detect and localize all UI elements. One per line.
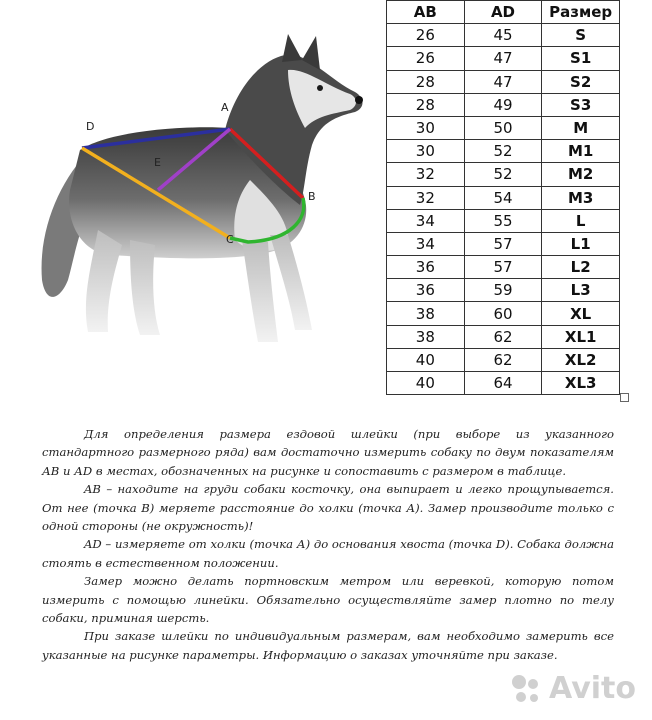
cell-ad: 45 (464, 24, 542, 47)
table-row (387, 302, 620, 325)
cell-ab: 28 (387, 93, 465, 116)
table-row (387, 70, 620, 93)
table-row (387, 163, 620, 186)
cell-ad: 57 (464, 232, 542, 255)
cell-ab: 40 (387, 372, 465, 395)
avito-watermark (509, 671, 636, 706)
point-label-b: B (308, 190, 316, 203)
cell-size: M3 (542, 186, 620, 209)
point-label-c: C (226, 233, 234, 246)
cell-size: M (542, 116, 620, 139)
instructions-paragraph: AD – измеряете от холки (точка А) до основания хвоста (точка D). Собака должна стоять в естественном положении. (42, 537, 614, 570)
cell-ad: 62 (464, 348, 542, 371)
cell-ad: 62 (464, 325, 542, 348)
cell-size: XL2 (542, 348, 620, 371)
cell-ab: 32 (387, 163, 465, 186)
cell-ab: 32 (387, 186, 465, 209)
dog-measurement-diagram (20, 30, 380, 360)
cell-ab: 30 (387, 140, 465, 163)
cell-ad: 59 (464, 279, 542, 302)
table-row (387, 47, 620, 70)
header-size: Размер (542, 1, 620, 24)
cell-size: XL1 (542, 325, 620, 348)
instructions-paragraph: При заказе шлейки по индивидуальным размерам, вам необходимо замерить все указанные на рисунке параметры. Информацию о заказах уточняйте при заказе. (42, 629, 614, 662)
cell-ab: 40 (387, 348, 465, 371)
cell-size: L (542, 209, 620, 232)
table-row (387, 209, 620, 232)
cell-ad: 49 (464, 93, 542, 116)
table-row (387, 325, 620, 348)
cell-ab: 36 (387, 256, 465, 279)
table-row (387, 140, 620, 163)
cell-ad: 55 (464, 209, 542, 232)
cell-size: S (542, 24, 620, 47)
table-row (387, 256, 620, 279)
cell-size: XL (542, 302, 620, 325)
cell-size: S3 (542, 93, 620, 116)
cell-ab: 34 (387, 232, 465, 255)
cell-ab: 34 (387, 209, 465, 232)
header-ad: AD (464, 1, 542, 24)
cell-ad: 47 (464, 47, 542, 70)
table-row (387, 186, 620, 209)
cell-ab: 26 (387, 24, 465, 47)
cell-size: M1 (542, 140, 620, 163)
point-label-d: D (86, 120, 95, 133)
cell-ad: 57 (464, 256, 542, 279)
cell-size: S1 (542, 47, 620, 70)
instructions-paragraph: Для определения размера ездовой шлейки (при выборе из указанного стандартного размерного ряда) вам достаточно измерить собаку по двум показателям АВ и АD в местах, обозначенных на рисунке и сопоставить с размером в таблице. (42, 427, 614, 478)
cell-ad: 47 (464, 70, 542, 93)
instructions-paragraph: Замер можно делать портновским метром или веревкой, которую потом измерить с помощью линейки. Обязательно осуществляйте замер плотно по телу собаки, приминая шерсть. (42, 574, 614, 626)
cell-ab: 38 (387, 302, 465, 325)
cell-ad: 54 (464, 186, 542, 209)
size-table (386, 0, 620, 395)
table-row (387, 372, 620, 395)
cell-ad: 52 (464, 163, 542, 186)
avito-logo-icon (509, 672, 543, 706)
cell-ab: 36 (387, 279, 465, 302)
dog-silhouette (42, 34, 363, 342)
point-label-e: E (154, 156, 161, 169)
cell-size: S2 (542, 70, 620, 93)
table-row (387, 279, 620, 302)
table-row (387, 93, 620, 116)
point-label-a: A (221, 101, 229, 114)
instructions-text (42, 425, 614, 664)
header-ab: AB (387, 1, 465, 24)
cell-size: XL3 (542, 372, 620, 395)
cell-ad: 52 (464, 140, 542, 163)
table-row (387, 232, 620, 255)
table-resize-handle[interactable] (620, 393, 629, 402)
cell-ad: 64 (464, 372, 542, 395)
cell-size: L3 (542, 279, 620, 302)
table-row (387, 24, 620, 47)
watermark-text: Avito (549, 671, 636, 706)
cell-ab: 38 (387, 325, 465, 348)
cell-ab: 26 (387, 47, 465, 70)
cell-ad: 60 (464, 302, 542, 325)
table-row (387, 116, 620, 139)
cell-ab: 28 (387, 70, 465, 93)
cell-size: L1 (542, 232, 620, 255)
cell-ab: 30 (387, 116, 465, 139)
table-header-row (387, 1, 620, 24)
instructions-paragraph: AB – находите на груди собаки косточку, она выпирает и легко прощупывается. От нее (точка В) меряете расстояние до холки (точка А). Замер производите только с одной стороны (не окружность)! (42, 482, 614, 534)
table-row (387, 348, 620, 371)
cell-size: M2 (542, 163, 620, 186)
cell-size: L2 (542, 256, 620, 279)
cell-ad: 50 (464, 116, 542, 139)
